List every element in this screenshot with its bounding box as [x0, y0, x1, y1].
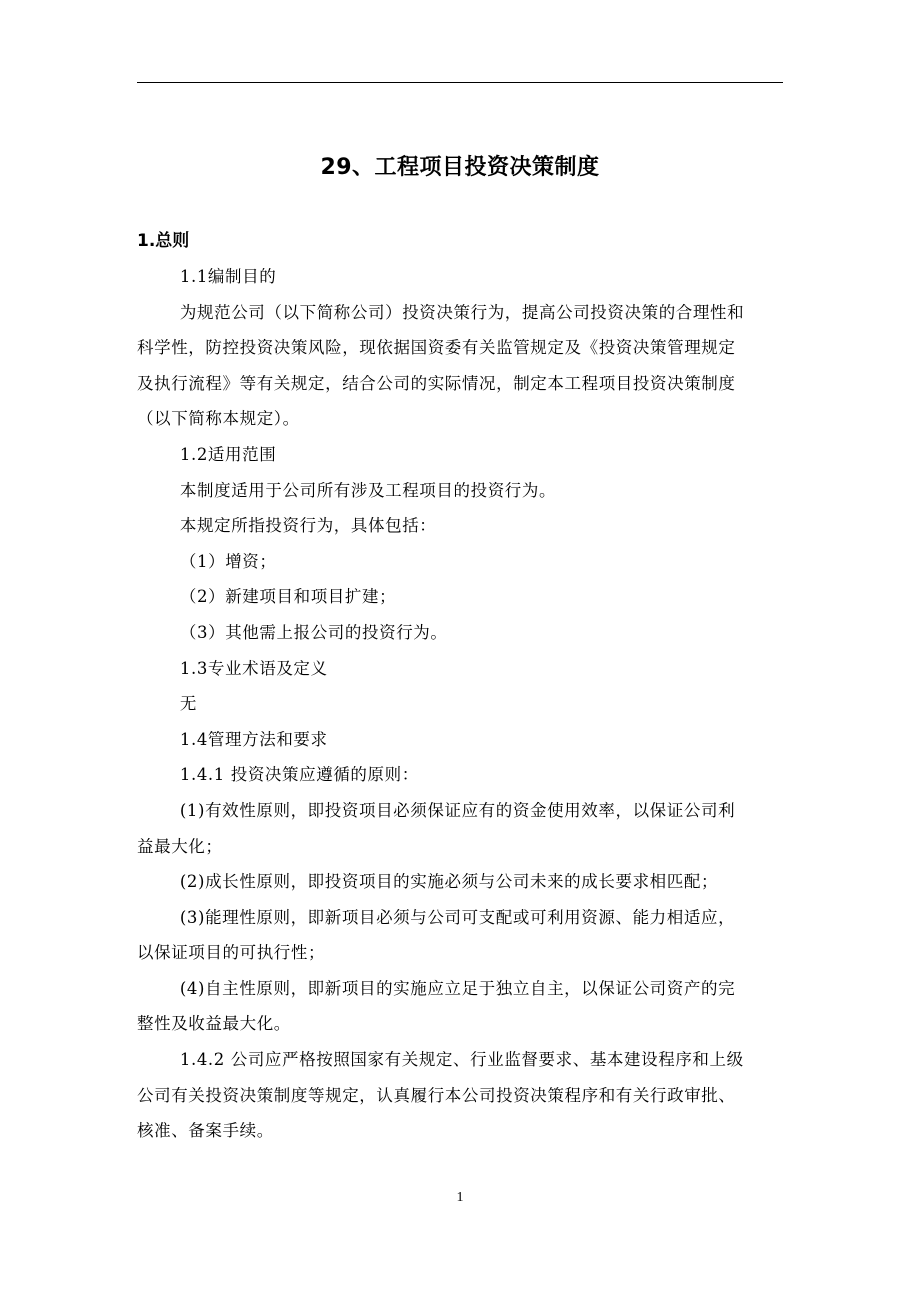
header-rule	[137, 82, 783, 83]
paragraph-line: （以下简称本规定）。	[137, 409, 300, 429]
paragraph-line: 及执行流程》等有关规定，结合公司的实际情况，制定本工程项目投资决策制度	[137, 373, 736, 393]
list-item: （2）新建项目和项目扩建；	[179, 587, 397, 607]
subsection-heading: 1.2适用范围	[179, 444, 277, 464]
subsection-heading: 1.3专业术语及定义	[179, 658, 328, 678]
paragraph-line: (1)有效性原则，即投资项目必须保证应有的资金使用效率，以保证公司利	[179, 800, 736, 820]
clause-heading: 1.4.2 公司应严格按照国家有关规定、行业监督要求、基本建设程序和上级	[179, 1050, 744, 1070]
list-item: （1）增资；	[179, 551, 277, 571]
paragraph-line: 本制度适用于公司所有涉及工程项目的投资行为。	[179, 480, 557, 500]
paragraph-line: (2)成长性原则，即投资项目的实施必须与公司未来的成长要求相匹配；	[179, 872, 719, 892]
paragraph-line: (4)自主性原则，即新项目的实施应立足于独立自主，以保证公司资产的完	[179, 978, 736, 998]
document-body	[137, 259, 787, 1149]
paragraph-line: 以保证项目的可执行性；	[137, 943, 326, 963]
paragraph-line: 核准、备案手续。	[137, 1121, 274, 1141]
list-item: （3）其他需上报公司的投资行为。	[179, 622, 448, 642]
paragraph-line: 为规范公司（以下简称公司）投资决策行为，提高公司投资决策的合理性和	[179, 302, 745, 322]
paragraph-line: 公司有关投资决策制度等规定，认真履行本公司投资决策程序和有关行政审批、	[137, 1085, 736, 1105]
paragraph-line: 益最大化；	[137, 836, 223, 856]
subsection-heading: 1.1编制目的	[179, 267, 277, 286]
subsection-heading: 1.4管理方法和要求	[179, 729, 328, 749]
paragraph-line: 本规定所指投资行为，具体包括：	[179, 516, 437, 536]
paragraph-line: 整性及收益最大化。	[137, 1014, 291, 1034]
document-title: 29、工程项目投资决策制度	[320, 155, 600, 180]
section-heading: 1.总则	[137, 231, 190, 251]
paragraph-line: 科学性，防控投资决策风险，现依据国资委有关监管规定及《投资决策管理规定	[137, 338, 736, 358]
paragraph-line: (3)能理性原则，即新项目必须与公司可支配或可利用资源、能力相适应，	[179, 907, 736, 927]
paragraph-line: 无	[179, 694, 197, 714]
clause-heading: 1.4.1 投资决策应遵循的原则：	[179, 765, 419, 785]
page-number: 1	[456, 1190, 464, 1205]
